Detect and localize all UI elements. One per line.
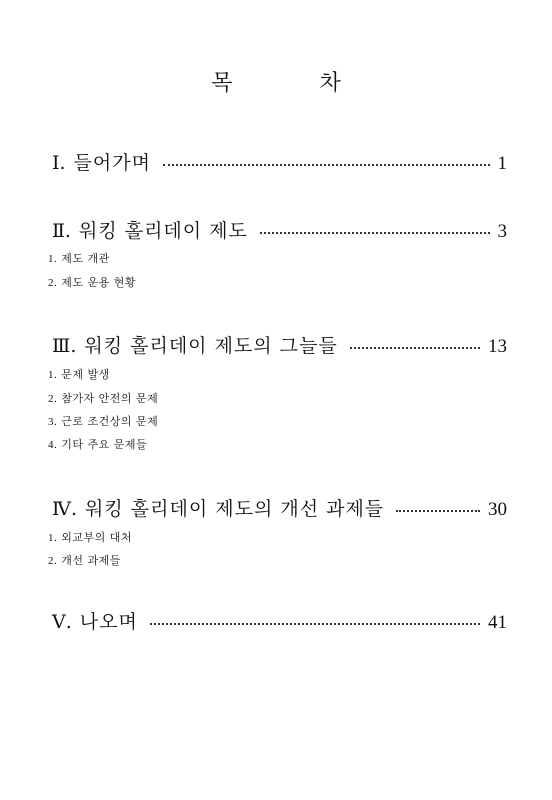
subitem-number: 4. [48,439,58,451]
page-number: 3 [497,221,507,242]
subitem-title: 문제 발생 [61,368,110,381]
subitem[interactable] [48,413,158,429]
subitem-title: 제도 운용 현황 [61,276,136,289]
subitem-title: 외교부의 대처 [61,531,133,544]
subitem[interactable] [48,250,110,266]
section-numeral: Ⅴ. [52,611,72,633]
toc-entry-4[interactable] [52,494,507,521]
subitem-number: 2. [48,555,58,567]
subitem[interactable] [48,529,132,545]
subitem-title: 개선 과제들 [61,554,121,567]
section-numeral: Ⅳ. [52,498,78,520]
subitem-title: 참가자 안전의 문제 [61,392,159,405]
toc-entry-5[interactable] [52,607,507,634]
toc-entry-1[interactable] [52,148,507,175]
subitem[interactable] [48,390,158,406]
subitem[interactable] [48,274,136,290]
subitem-title: 제도 개관 [61,252,110,265]
subitem-title: 근로 조건상의 문제 [61,415,159,428]
section-numeral: Ⅰ. [52,152,66,174]
dot-leader [350,347,480,349]
dot-leader [396,510,480,512]
subitem[interactable] [48,366,110,382]
subitem-number: 1. [48,369,58,381]
section-title: 워킹 홀리데이 제도의 개선 과제들 [85,498,385,520]
subitem[interactable] [48,552,121,568]
dot-leader [163,164,490,166]
subitem-number: 2. [48,277,58,289]
subitem[interactable] [48,436,147,452]
section-title: 워킹 홀리데이 제도의 그늘들 [84,335,338,357]
subitem-number: 2. [48,393,58,405]
dot-leader [150,623,480,625]
page-title: 목 차 [211,71,381,96]
toc-entry-3[interactable] [52,331,507,358]
dot-leader [260,232,490,234]
toc-entry-2[interactable] [52,216,507,243]
subitem-number: 3. [48,416,58,428]
section-numeral: Ⅲ. [52,335,77,357]
section-title: 워킹 홀리데이 제도 [78,220,248,242]
page-number: 1 [497,153,507,174]
section-numeral: Ⅱ. [52,220,71,242]
page-number: 13 [488,336,507,357]
page-number: 30 [488,499,507,520]
section-title: 나오며 [79,611,138,633]
page-number: 41 [488,612,507,633]
subitem-number: 1. [48,253,58,265]
subitem-number: 1. [48,532,58,544]
subitem-title: 기타 주요 문제들 [61,438,148,451]
section-title: 들어가며 [73,152,151,174]
